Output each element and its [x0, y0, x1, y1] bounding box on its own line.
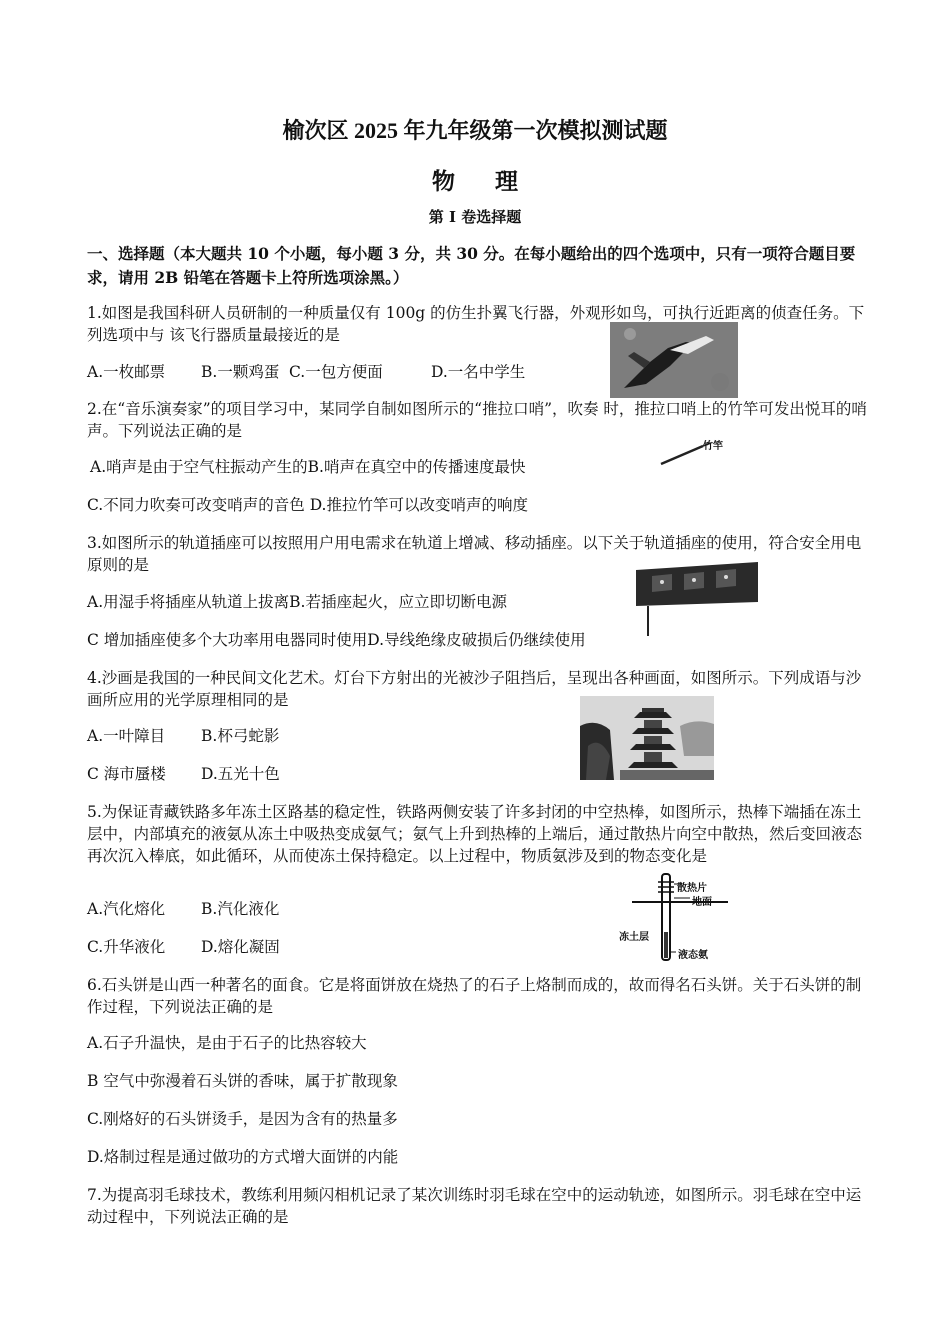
whistle-label: 竹竿: [703, 441, 723, 452]
question-6-option-a: A.石子升温快，是由于石子的比热容较大: [87, 1034, 367, 1052]
option-c: C.升华液化: [87, 938, 166, 956]
option-c: C 增加插座使多个大功率用电器同时使用: [87, 631, 368, 649]
option-d: D.熔化凝固: [201, 938, 280, 956]
section-title: 第 I 卷选择题: [428, 208, 522, 226]
option-b: B.杯弓蛇影: [201, 727, 280, 745]
option-b: B.汽化液化: [201, 900, 280, 918]
exam-title: 榆次区 2025 年九年级第一次模拟测试题: [282, 118, 668, 143]
option-c: C.一包方便面: [289, 363, 383, 381]
question-2-options-row1: [90, 456, 525, 478]
question-6-option-c: C.刚烙好的石头饼烫手，是因为含有的热量多: [87, 1110, 398, 1128]
whistle-figure: [655, 432, 735, 472]
question-7-stem: 7.为提高羽毛球技术，教练利用频闪相机记录了某次训练时羽毛球在空中的运动轨迹，如图所示。羽毛球在空中运动过程中，下列说法正确的是: [87, 1186, 862, 1226]
option-a: A.一叶障目: [87, 727, 166, 745]
question-5-options-row1: [87, 898, 279, 920]
sand-painting-figure: [580, 696, 714, 780]
option-a: A.一枚邮票: [87, 363, 166, 381]
liquid-ammonia-label: 液态氨: [678, 950, 708, 961]
question-3-options-row1: [87, 591, 507, 613]
option-d: D.推拉竹竿可以改变哨声的响度: [309, 496, 528, 514]
frozen-soil-label: 冻土层: [619, 932, 649, 943]
option-b: B.哨声在真空中的传播速度最快: [307, 458, 526, 476]
question-4-options-row2: [87, 763, 280, 785]
question-1-stem: 1.如图是我国科研人员研制的一种质量仅有 100g 的仿生扑翼飞行器，外观形如鸟，可执行近距离的侦查任务。下列选项中与 该飞行器质量最接近的是: [87, 304, 865, 344]
heat-fin-label: 散热片: [677, 883, 707, 894]
question-3-options-row2: [87, 629, 586, 651]
option-d: D.导线绝缘皮破损后仍继续使用: [367, 631, 586, 649]
option-a: A.哨声是由于空气柱振动产生的: [90, 458, 308, 476]
option-b: B.一颗鸡蛋: [201, 363, 280, 381]
question-4-stem: 4.沙画是我国的一种民间文化艺术。灯台下方射出的光被沙子阻挡后，呈现出各种画面，如图所示。下列成语与沙画所应用的光学原理相同的是: [87, 669, 862, 709]
question-2-options-row2: [87, 494, 528, 516]
option-a: A.用湿手将插座从轨道上拔离: [87, 593, 290, 611]
question-6-option-d: D.烙制过程是通过做功的方式增大面饼的内能: [87, 1148, 399, 1166]
question-6-option-b: B 空气中弥漫着石头饼的香味，属于扩散现象: [87, 1072, 398, 1090]
question-2-stem: 2.在“音乐演奏家”的项目学习中，某同学自制如图所示的“推拉口哨”，吹奏 时，推拉口哨上的竹竿可发出悦耳的哨声。下列说法正确的是: [87, 400, 867, 440]
option-d: D.一名中学生: [431, 363, 526, 381]
flying-robot-figure: [610, 322, 738, 398]
subject-title: 物理: [432, 168, 558, 195]
option-d: D.五光十色: [201, 765, 280, 783]
option-b: B.若插座起火，应立即切断电源: [289, 593, 507, 611]
question-3-stem: 3.如图所示的轨道插座可以按照用户用电需求在轨道上增减、移动插座。以下关于轨道插座的使用，符合安全用电原则的是: [87, 534, 862, 574]
track-socket-figure: [632, 560, 762, 636]
question-5-stem: 5.为保证青藏铁路多年冻土区路基的稳定性，铁路两侧安装了许多封闭的中空热棒，如图所示，热棒下端插在冻土层中，内部填充的液氨从冻土中吸热变成氨气；氨气上升到热棒的上端后，通过散热片向空中散热，然后变回液态再次沉入棒底，如此循环，从而使冻土保持稳定。以上过程中，物质氨涉及到的物态变化是: [87, 803, 863, 865]
option-a: A.汽化熔化: [87, 900, 166, 918]
section-instructions: 一、选择题（本大题共 10 个小题，每小题 3 分，共 30 分。在每小题给出的四个选项中，只有一项符合题目要求，请用 2B 铅笔在答题卡上符所选项涂黑。）: [87, 244, 856, 287]
question-4-options-row1: [87, 725, 279, 747]
option-c: C 海市蜃楼: [87, 765, 166, 783]
question-5-options-row2: [87, 936, 280, 958]
question-6-stem: 6.石头饼是山西一种著名的面食。它是将面饼放在烧热了的石子上烙制而成的，故而得名石头饼。关于石头饼的制作过程，下列说法正确的是: [87, 976, 862, 1016]
option-c: C.不同力吹奏可改变哨声的音色: [87, 496, 305, 514]
question-1-options: [87, 361, 525, 383]
ground-label: 地面: [692, 897, 712, 908]
